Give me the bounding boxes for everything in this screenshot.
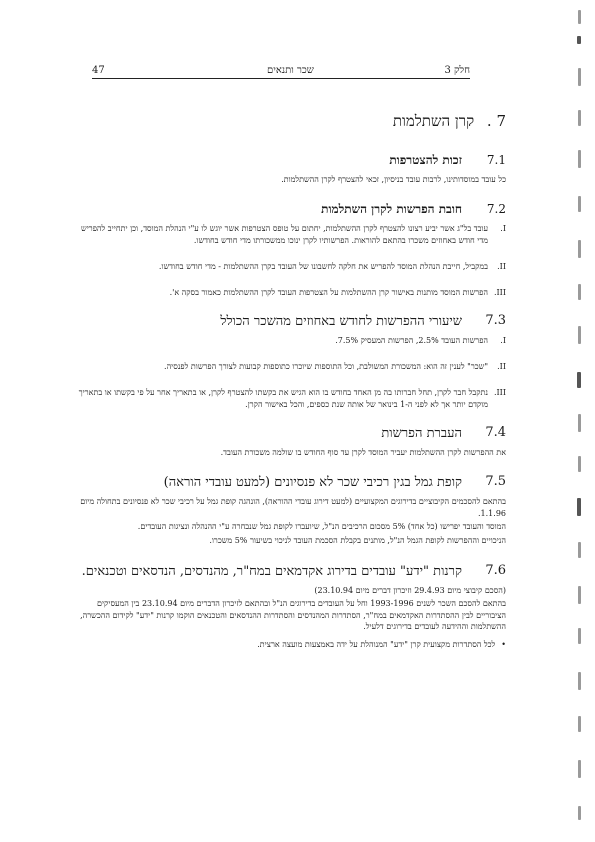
paragraph: הניכויים וההפרשות לקופת הגמל הנ"ל, מותנים בקבלת הסכמת העובד לניכוי בשיעור 5% משכרו. — [209, 535, 506, 545]
section-7-6 — [70, 563, 506, 651]
paragraph: בהתאם להסכם השכר לשנים 1993-1996 וחל על העובדים בדירוגים הנ"ל ובהתאם לזיכרון הדברים מיום 23.10.94 בין המעסיקים הציבוריים לבין ההסתדרות האקדמאים במח"ר, הסתדרות המהנדסים והסתדרות ההנדסאים והטכנאים הוקמו קרנות "ידע" לקידום ההכשרה, ההשתלמות וההידעה לעובדים בדירוגים דלעיל. — [80, 599, 506, 632]
section-heading — [70, 474, 506, 490]
section-heading — [70, 425, 506, 441]
section-title: העברת הפרשות — [381, 425, 462, 441]
item-marker: II. — [497, 361, 506, 371]
section-heading — [70, 563, 506, 579]
item-text: הפרשות העובד 2.5%, הפרשות המעסיק 7.5%. — [335, 335, 488, 345]
section-number: 7.6 — [485, 562, 506, 578]
chapter-heading — [70, 112, 506, 131]
section-title: קרנות "ידע" עובדים בדירוג אקדמאים במח"ר, מהנדסים, הנדסאים וטכנאים. — [81, 563, 462, 579]
section-7-4 — [70, 425, 506, 459]
paragraph: בהתאם להסכמים הקיבוציים בדירוגים המקצועיים (למעט דירוג עובדי ההוראה), הונהגה קופת גמל על רכיבי שכר לא פנסיונים בתחולה מיום 1.1.96. — [80, 497, 506, 518]
page-number: 47 — [92, 65, 105, 76]
section-title: זכות להצטרפות — [389, 153, 462, 167]
item-text: עובד בל"ג אשר יביע רצונו להצטרף לקרן ההשתלמות, יחתום על טופס הצטרפות אשר יוגש לו ע"י הנהלת המוסד, וכן יתחייב להפריש מדי חודש באחוזים משכרו בהתאם להוראות. הפרשותיו לקרן ינוכו ממשכורתו מדי חודש בחודשו. — [81, 223, 488, 245]
section-number: 7.4 — [485, 424, 506, 440]
item-text: "שכר" לענין זה הוא: המשכורת המשולבת, וכל התוספות שיוכרו כתוספות קבועות לצורך הפרשות לפנסיה. — [164, 361, 488, 371]
section-7-1 — [70, 153, 506, 186]
section-heading — [70, 202, 506, 217]
header-title: שכר ותנאים — [267, 65, 314, 76]
section-number: 7.5 — [485, 474, 506, 490]
bullet-icon: • — [501, 639, 506, 649]
item-marker: I. — [500, 223, 506, 233]
paragraph: את ההפרשות לקרן ההשתלמות יעביר המוסד לקרן עד סוף החודש בו שולמה משכורת העובד. — [220, 447, 506, 457]
section-heading — [70, 153, 506, 168]
binder-rings — [561, 0, 595, 842]
paragraph: (הסכם קיבוצי מיום 29.4.93 וזיכרון דברים מיום 23.10.94) — [314, 585, 506, 595]
section-number: 7.2 — [486, 201, 506, 216]
item-marker: III. — [493, 287, 506, 297]
section-number: 7.3 — [485, 312, 506, 328]
section-7-2 — [70, 202, 506, 299]
bullet-item — [70, 639, 506, 651]
item-text: נתקבל חבר לקרן, תחל חברותו בה מן האחד בחודש בו הוא הגיש את בקשתו להצטרף לקרן, או בתאריך אחר על פי בקשתו או בתאריך מוקדם יותר אך לא לפני ה-1 בינואר של אותה שנת כספים, והכל באישור הקרן. — [78, 387, 488, 409]
item-text: הפרשות המוסד מותנות באישור קרן ההשתלמות על הצטרפות העובד לקרן ההשתלמות כאמור בסקה א'. — [169, 287, 488, 297]
list-item — [70, 261, 506, 273]
running-header — [92, 62, 470, 79]
section-heading — [70, 313, 506, 329]
section-7-5 — [70, 474, 506, 546]
item-marker: III. — [493, 387, 506, 397]
page-body — [70, 112, 506, 651]
section-title: חובת הפרשות לקרן השתלמות — [321, 201, 462, 216]
section-title: שיעורי ההפרשות לחודש באחוזים מהשכר הכולל — [220, 313, 462, 329]
list-item — [70, 361, 506, 373]
list-item — [70, 287, 506, 299]
chapter-number: 7 . — [486, 112, 506, 130]
section-7-3 — [70, 313, 506, 411]
paragraph: כל עובד במוסדותינו, לרבות עובד בניסיון, זכאי להצטרף לקרן ההשתלמות. — [281, 175, 506, 184]
item-marker: I. — [500, 335, 506, 345]
section-number: 7.1 — [486, 153, 506, 167]
section-title: קופת גמל בגין רכיבי שכר לא פנסיונים (למעט עובדי הוראה) — [163, 475, 462, 491]
list-item — [70, 387, 506, 411]
list-item — [70, 223, 506, 247]
list-item — [70, 335, 506, 347]
item-marker: II. — [497, 261, 506, 271]
header-part: חלק 3 — [444, 65, 470, 76]
paragraph: המוסד והעובד יפרישו (כל אחד) 5% מסכום הרכיבים הנ"ל, שיועברו לקופת גמל שנבחרה ע"י ההנהלה ונציגות העובדים. — [137, 522, 506, 532]
bullet-text: לכל הסתדרות מקצועית קרן "ידע" המנוהלת על ידה באמצעות מועצה ארצית. — [257, 639, 496, 649]
chapter-title: קרן השתלמות — [392, 112, 475, 130]
item-text: במקביל, חייבת הנהלת המוסד להפריש את חלקה לחשבונו של העובד בקרן ההשתלמות - מדי חודש בחודשו. — [158, 261, 488, 271]
